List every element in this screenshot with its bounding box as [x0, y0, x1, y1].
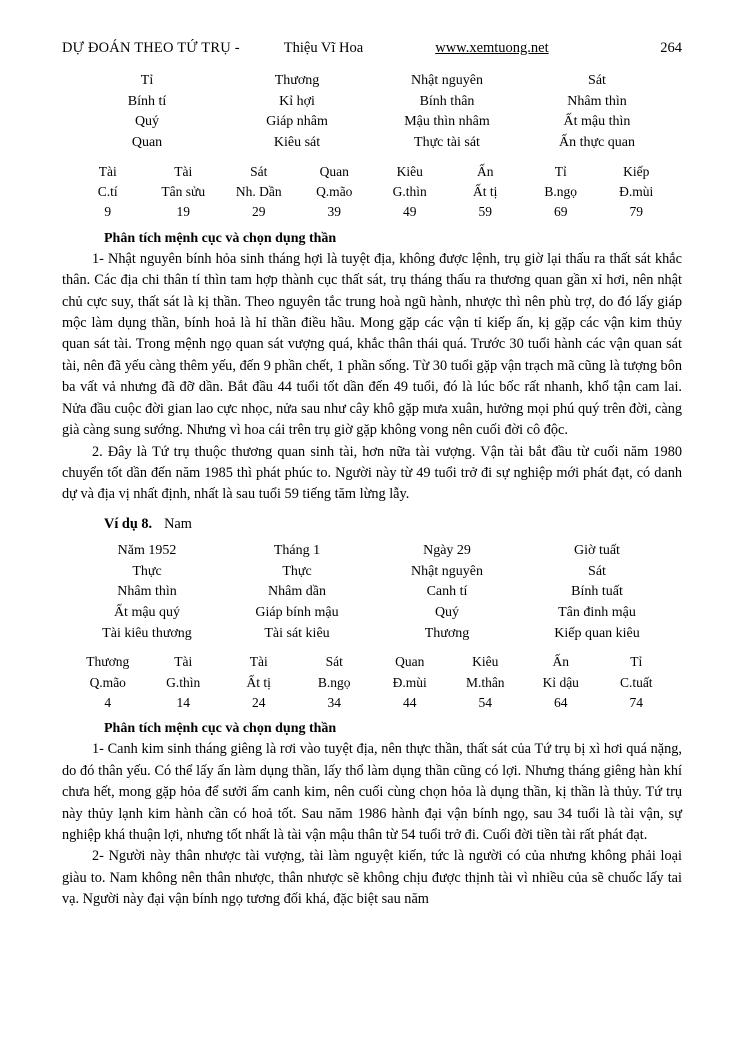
pillar-column [522, 71, 672, 154]
luck-age: 4 [104, 694, 112, 710]
pillar-column [72, 541, 222, 645]
analysis-heading-1: Phân tích mệnh cục và chọn dụng thần [104, 230, 337, 246]
luck-pillar: Q.mão [316, 184, 353, 200]
luck-pillar: M.thân [465, 674, 505, 690]
pillar-cell: Bính tuất [571, 584, 623, 600]
pillar-column [72, 71, 222, 154]
luck-age: 74 [629, 694, 643, 710]
pillar-cell: Nhật nguyên [411, 563, 483, 579]
luck-god: Kiêu [396, 163, 423, 179]
luck-pillars-chart-2 [70, 652, 674, 713]
pillar-cell: Nhâm dần [268, 584, 326, 600]
luck-column [523, 162, 599, 223]
author-name: Thiệu Vĩ Hoa [283, 40, 364, 56]
pillar-cell: Kỉ hợi [279, 93, 315, 109]
luck-age: 19 [176, 204, 190, 220]
website-link[interactable]: www.xemtuong.net [435, 40, 549, 56]
luck-column [146, 162, 222, 223]
analysis2-paragraph-1: 1- Canh kim sinh tháng giêng là rơi vào tuyệt địa, nên thực thần, thất sát của Tứ trụ bị xì hơi quá nặng, do đó thân yếu. Có thể lấy ấn làm dụng thần, lấy thổ làm dụng thần cũng có lợi. Nhưng tháng giêng hàn khí chưa hết, mong gặp hỏa để sưởi ấm canh kim, nên cuối cùng chọn hỏa là dụng thần, kị thần là thủy. Tứ trụ này thủy lạnh kim hành cần có hoả tốt. Sau năm 1986 hành đại vận bính ngọ, sau 34 tuổi là tài vận, sự nghiệp khá thuận lợi, nhưng tốt nhất là tài vận mậu thân từ 54 tuổi trở đi. Cuối đời tiền tài rất phát đạt. [62, 741, 682, 843]
luck-age: 39 [327, 204, 341, 220]
pillar-cell: Ất mậu thìn [563, 114, 631, 130]
pillar-cell: Tân đinh mậu [558, 605, 636, 621]
pillar-cell: Nhâm thìn [117, 584, 177, 600]
luck-god: Tài [174, 654, 193, 670]
luck-pillar: Tân sửu [161, 184, 206, 200]
luck-pillar: Kỉ dậu [542, 674, 579, 690]
pillar-cell: Ấn thực quan [558, 135, 635, 151]
luck-god: Tỉ [630, 654, 643, 670]
analysis-paragraph-1: 1- Nhật nguyên bính hỏa sinh tháng hợi là tuyệt địa, không được lệnh, trụ giờ lại thấu ra thất sát khắc thân. Các địa chi thân tí thìn tam hợp thành cục thất sát, trụ tháng thấu ra thương quan gần xỉ hơi, nên nhật chủ cực suy, thất sát là kị thần. Theo nguyên tắc trung hoà ngũ hành, nhược thì nên phù trợ, do đó lấy giáp mộc làm dụng thần, bính hoả là hỉ thần điều hầu. Mong gặp các vận tỉ kiếp ấn, kị gặp các vận kim thủy quan sát tài. Trong mệnh ngọ quan sát vượng quá, khắc thân thái quá. Trước 30 tuổi hành các vận quan sát tài, nên đã yếu càng thêm yếu, đến 9 phần chết, 1 phần sống. Từ 30 tuổi gặp vận trạch mã cũng là tượng bôn ba vất vả nhưng đã đỡ dần. Bắt đầu 44 tuổi tốt dần đến 49 tuổi, đó là lúc bốc rất nhanh, khổ tận cam lai. Nửa đầu cuộc đời gian lao cực nhọc, nửa sau như cây khô gặp mưa xuân, hưởng mọi phú quý trên đời, càng già càng sung sướng. Nhưng vì hoa cái trên trụ giờ gặp không vong nên cuối đời cô độc. [62, 250, 682, 439]
pillar-cell: Thương [274, 73, 320, 88]
luck-age: 24 [252, 694, 266, 710]
luck-column [297, 652, 373, 713]
pillar-cell: Tài kiêu thương [102, 625, 192, 641]
luck-pillar: Q.mão [89, 674, 126, 690]
luck-pillar: G.thìn [166, 674, 201, 690]
luck-pillar: Nh. Dần [235, 184, 282, 200]
luck-pillar: C.tí [97, 184, 118, 200]
pillar-cell: Ất mậu quý [113, 605, 181, 621]
example-gender: Nam [164, 515, 192, 532]
luck-age: 9 [104, 204, 112, 220]
pillar-cell: Kiếp quan kiêu [554, 625, 640, 641]
luck-column [448, 652, 524, 713]
luck-pillar: C.tuất [619, 674, 653, 690]
pillar-cell: Thực tài sát [414, 135, 480, 151]
example-heading [62, 516, 682, 533]
luck-column [297, 162, 373, 223]
pillar-cell: Quý [434, 605, 460, 621]
luck-god: Thương [86, 654, 130, 670]
luck-pillar: G.thìn [392, 184, 427, 200]
luck-column [221, 652, 297, 713]
luck-god: Tài [249, 654, 268, 670]
pillar-column [372, 541, 522, 645]
luck-age: 59 [478, 204, 492, 220]
book-title: DỰ ĐOÁN THEO TỨ TRỤ - [62, 40, 240, 56]
luck-god: Ấn [477, 163, 494, 179]
pillar-column [522, 541, 672, 645]
luck-pillar: B.ngọ [544, 184, 578, 200]
luck-column [221, 162, 297, 223]
pillar-cell: Nhật nguyên [411, 73, 483, 88]
luck-column [448, 162, 524, 223]
pillar-cell: Tài sát kiêu [264, 625, 330, 641]
luck-column [70, 162, 146, 223]
luck-god: Kiếp [623, 163, 650, 179]
pillar-cell: Sát [588, 73, 606, 88]
luck-age: 79 [629, 204, 643, 220]
pillar-cell: Quý [134, 114, 160, 130]
pillar-cell: Thương [424, 625, 470, 641]
luck-god: Tài [98, 163, 117, 179]
pillar-cell: Giờ tuất [574, 542, 620, 558]
pillar-cell: Bính tí [127, 93, 167, 109]
luck-pillars-chart-1 [70, 162, 674, 223]
luck-column [372, 652, 448, 713]
luck-age: 54 [478, 694, 492, 710]
analysis2-paragraph-2: 2- Người này thân nhược tài vượng, tài làm nguyệt kiến, tức là người có của nhưng không phải loại giàu to. Nam không nên thân nhược, thân nhược sẽ không chịu được thịnh tài vì nhiều của sẽ chuốc lấy tai vạ. Người này đại vận bính ngọ tương đối khá, đặc biệt sau năm [62, 848, 682, 908]
pillar-cell: Tháng 1 [273, 542, 321, 558]
luck-age: 14 [176, 694, 190, 710]
example-label: Ví dụ 8. [104, 515, 153, 532]
luck-god: Tài [174, 163, 193, 179]
pillar-cell: Thực [132, 563, 162, 579]
luck-column [523, 652, 599, 713]
luck-pillar: Ất tị [246, 674, 271, 690]
page-header [62, 40, 682, 57]
four-pillars-chart-2 [72, 541, 672, 645]
luck-age: 29 [252, 204, 266, 220]
pillar-cell: Tỉ [140, 73, 154, 88]
luck-god: Quan [319, 163, 349, 179]
luck-age: 44 [403, 694, 417, 710]
pillar-cell: Ngày 29 [423, 542, 471, 558]
luck-god: Ấn [552, 654, 569, 670]
pillar-cell: Quan [131, 135, 163, 151]
luck-age: 34 [327, 694, 341, 710]
pillar-cell: Giáp nhâm [266, 114, 328, 130]
pillar-cell: Giáp bính mậu [255, 605, 339, 621]
luck-pillar: Ất tị [473, 184, 498, 200]
page-number: 264 [660, 40, 682, 56]
luck-god: Sát [325, 654, 343, 670]
luck-god: Sát [250, 163, 268, 179]
luck-pillar: Đ.mùi [392, 674, 427, 690]
luck-column [146, 652, 222, 713]
luck-god: Tỉ [554, 163, 567, 179]
pillar-cell: Thực [282, 563, 312, 579]
analysis-heading-2: Phân tích mệnh cục và chọn dụng thần [104, 721, 337, 737]
luck-age: 64 [554, 694, 568, 710]
luck-age: 49 [403, 204, 417, 220]
luck-pillar: Đ.mùi [619, 184, 654, 200]
analysis-paragraph-2: 2. Đây là Tứ trụ thuộc thương quan sinh tài, hơn nữa tài vượng. Vận tài bắt đầu từ cuối năm 1980 chuyển tốt dần đến năm 1985 thì phát phúc to. Người này từ 49 tuổi trở đi sự nghiệp mới phát đạt, có danh dự và địa vị nhất định, nhất là sau tuổi 59 tiếng tăm lừng lẫy. [62, 443, 682, 503]
luck-column [372, 162, 448, 223]
luck-god: Quan [395, 654, 425, 670]
luck-column [599, 162, 675, 223]
pillar-column [222, 541, 372, 645]
luck-column [599, 652, 675, 713]
pillar-cell: Nhâm thìn [567, 93, 627, 109]
pillar-column [372, 71, 522, 154]
luck-age: 69 [554, 204, 568, 220]
pillar-column [222, 71, 372, 154]
pillar-cell: Bính thân [419, 93, 475, 109]
pillar-cell: Canh tí [426, 584, 468, 600]
pillar-cell: Kiêu sát [273, 135, 321, 151]
pillar-cell: Năm 1952 [117, 542, 177, 558]
luck-god: Kiêu [472, 654, 499, 670]
luck-column [70, 652, 146, 713]
pillar-cell: Sát [588, 563, 606, 579]
luck-pillar: B.ngọ [317, 674, 351, 690]
four-pillars-chart-1 [72, 71, 672, 154]
pillar-cell: Mậu thìn nhâm [404, 114, 490, 130]
